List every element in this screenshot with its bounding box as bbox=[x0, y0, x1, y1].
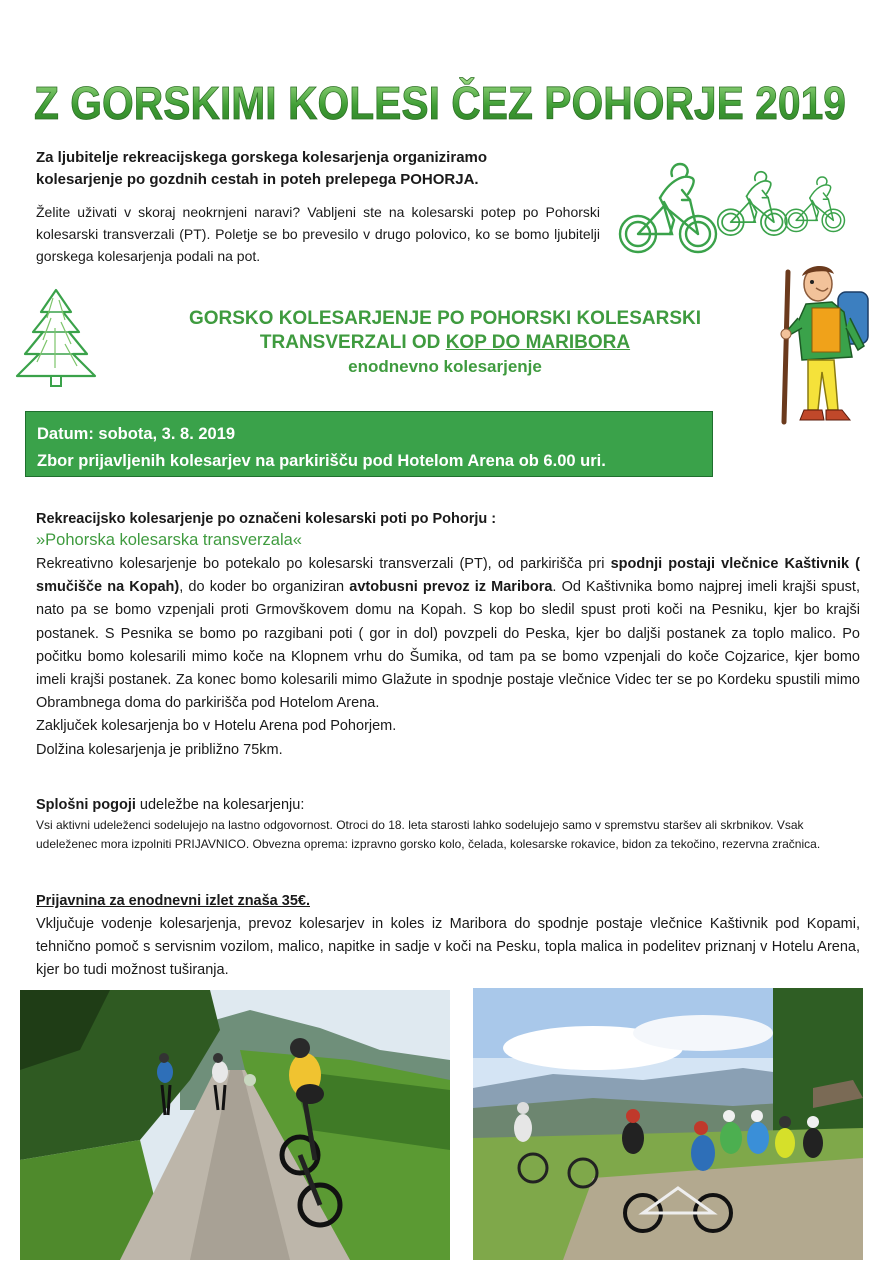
route-text-bold-1: spodnji postaji vlečnice Kaštivnik ( smučišče na Kopah) bbox=[36, 556, 860, 596]
pine-tree-icon bbox=[13, 288, 99, 388]
route-end-line: Zaključek kolesarjenja bo v Hotelu Arena pod Pohorjem. bbox=[36, 718, 397, 735]
main-title-text: Z GORSKIMI KOLESI ČEZ POHORJE 2019 bbox=[34, 77, 846, 129]
tour-heading-route: KOP DO MARIBORA bbox=[445, 332, 631, 353]
intro-paragraph: Želite uživati v skoraj neokrnjeni naravi? Vabljeni ste na kolesarski potep po Pohorski kolesarski transverzali (PT). Poletje se bo prevesilo v drugo polovico, ko se bomo ljubitelji gorskega kolesarjenja podali na pot. bbox=[36, 204, 600, 264]
route-text-bold-2: avtobusni prevoz iz Maribora bbox=[349, 579, 553, 596]
meeting-line: Zbor prijavljenih kolesarjev na parkirišču pod Hotelom Arena ob 6.00 uri. bbox=[37, 452, 606, 470]
route-text-1: Rekreativno kolesarjenje bo potekalo po kolesarski transverzali (PT), od parkirišča pri bbox=[36, 556, 611, 572]
date-line: Datum: sobota, 3. 8. 2019 bbox=[37, 425, 236, 443]
date-box bbox=[25, 411, 713, 477]
hiker-icon bbox=[772, 262, 876, 428]
photo-cyclists-group bbox=[473, 988, 863, 1260]
route-section-title: Rekreacijsko kolesarjenje po označeni kolesarski poti po Pohorju : bbox=[36, 511, 497, 527]
tour-heading bbox=[120, 307, 770, 379]
fee-title: Prijavnina za enodnevni izlet znaša 35€. bbox=[36, 893, 310, 909]
route-text-3: . Od Kaštivnika bomo najprej imeli krajši spust, nato pa se bomo vzpenjali proti Grmovškovem domu na Kopah. S kop bo sledil spust proti koči na Pesniku, kjer bo krajši postanek. S Pesnika se bomo po razgibani poti ( gor in dol) povzpeli do Peska, kjer bo daljši postanek za toplo malico. Po počitku bomo kolesarili mimo koče na Klopnem vrhu do Šumika, od tam pa se bomo vzpenjali do koče Cojzarice, kjer bomo imeli krajši postanek. Za konec bomo kolesarili mimo Glažute in spodnje postaje vlečnice Videc ter se po Kordeku spustili mimo Obrambnega doma do parkirišča pod Hotelom Arena. bbox=[36, 579, 860, 712]
route-name: »Pohorska kolesarska transverzala« bbox=[36, 531, 302, 549]
intro-lead-line-2: kolesarjenje po gozdnih cestah in poteh prelepega POHORJA. bbox=[36, 171, 479, 188]
intro-lead-line-1: Za ljubitelje rekreacijskega gorskega kolesarjenja organiziramo bbox=[36, 149, 488, 166]
conditions-title bbox=[36, 795, 856, 815]
route-text-2: , do koder bo organiziran bbox=[179, 579, 350, 596]
tour-heading-line-2-prefix: TRANSVERZALI OD bbox=[259, 332, 446, 353]
conditions-text: Vsi aktivni udeleženci sodelujejo na lastno odgovornost. Otroci do 18. leta starosti lahko sodelujejo samo v spremstvu staršev ali skrbnikov. Vsak udeleženec mora izpolniti PRIJAVNICO. Obvezna oprema: izpravno gorsko kolo, čelada, kolesarske rokavice, bidon za tekočino, rezervna zračnica. bbox=[36, 818, 821, 851]
route-paragraph bbox=[36, 553, 860, 715]
route-description bbox=[36, 553, 860, 762]
tour-heading-line-1: GORSKO KOLESARJENJE PO POHORSKI KOLESARSKI bbox=[188, 308, 702, 329]
tour-heading-subtitle: enodnevno kolesarjenje bbox=[348, 357, 542, 376]
photo-cyclists-road bbox=[20, 990, 450, 1260]
tour-heading-line-2 bbox=[120, 331, 770, 355]
cyclists-icon bbox=[612, 156, 857, 256]
conditions-title-bold: Splošni pogoji bbox=[36, 797, 136, 813]
conditions-title-rest: udeležbe na kolesarjenju: bbox=[135, 797, 305, 813]
main-title bbox=[30, 72, 850, 132]
fee-text: Vključuje vodenje kolesarjenja, prevoz kolesarjev in koles iz Maribora do spodnje postaje vlečnice Kaštivnik pod Kopami, tehnično pomoč s servisnim vozilom, malico, napitke in sadje v koči na Pesku, topla malica in podelitev priznanj v Hotelu Arena, kjer bo tudi možnost tuširanja. bbox=[36, 916, 860, 979]
intro-lead bbox=[36, 147, 596, 191]
route-length-line: Dolžina kolesarjenja je približno 75km. bbox=[36, 741, 283, 758]
